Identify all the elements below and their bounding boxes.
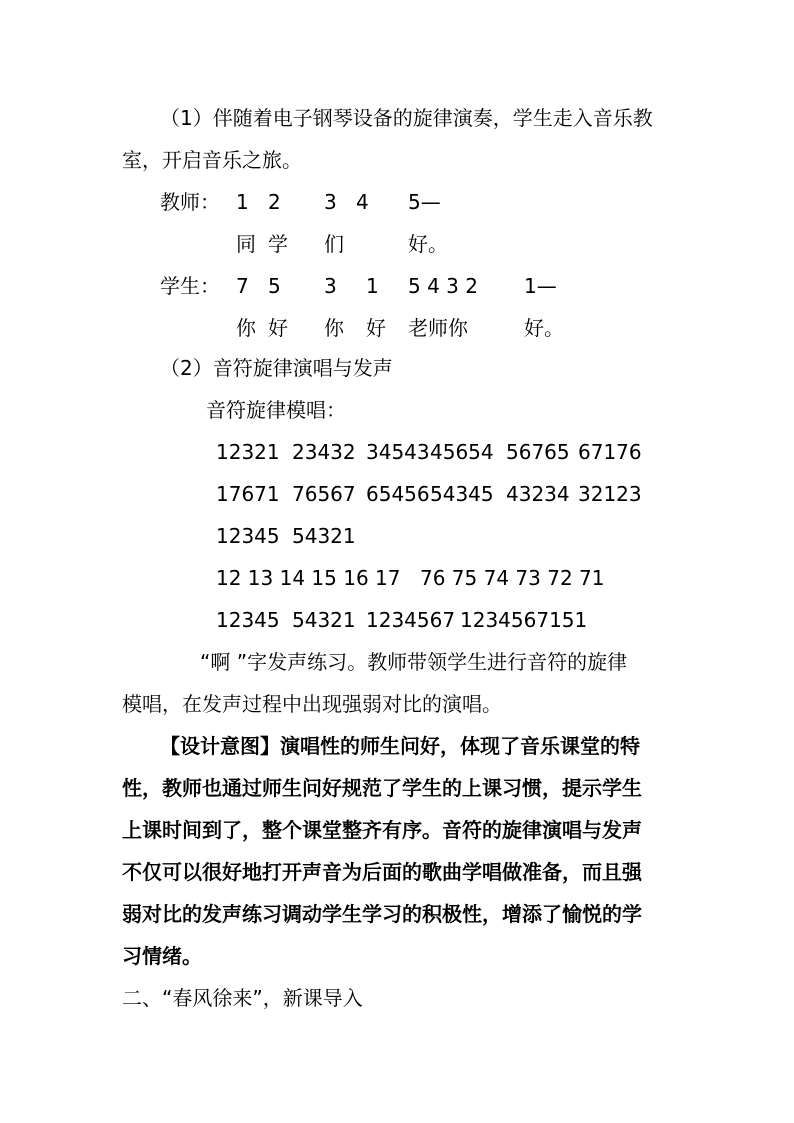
- section-title: 二、“春风徐来”，新课导入: [122, 986, 363, 1010]
- melody-item: 54345: [430, 482, 494, 506]
- melody-item: 65456: [366, 482, 430, 506]
- design-intent-line: 【设计意图】演唱性的师生问好，体现了音乐课堂的特: [160, 734, 640, 758]
- design-intent-line: 弱对比的发声练习调动学生学习的积极性，增添了愉悦的学: [122, 902, 642, 926]
- melody-item: 1234567151: [460, 608, 588, 632]
- melody-item: 76567: [292, 482, 356, 506]
- student-note: 5: [268, 274, 281, 298]
- teacher-note: 2: [268, 190, 281, 214]
- melody-item: 56765: [506, 440, 570, 464]
- teacher-note: 5—: [408, 190, 441, 214]
- melody-item: 54321: [292, 524, 356, 548]
- melody-item: 76 75 74 73 72 71: [420, 566, 605, 590]
- melody-item: 32123: [578, 482, 642, 506]
- teacher-lyric: 们: [324, 232, 344, 256]
- intro-line-1: （1）伴随着电子钢琴设备的旋律演奏，学生走入音乐教: [160, 106, 653, 130]
- student-note: 5 4 3 2: [408, 274, 478, 298]
- student-note: 3: [324, 274, 337, 298]
- melody-item: 45654: [430, 440, 494, 464]
- teacher-note: 1: [236, 190, 249, 214]
- student-lyric: 好: [366, 316, 386, 340]
- melody-item: 17671: [216, 482, 280, 506]
- vocal-practice-line-2: 模唱，在发声过程中出现强弱对比的演唱。: [122, 692, 502, 716]
- student-note: 1—: [524, 274, 557, 298]
- student-lyric: 老师你: [408, 316, 468, 340]
- teacher-label: 教师：: [160, 190, 220, 214]
- melody-item: 43234: [506, 482, 570, 506]
- melody-item: 54321: [292, 608, 356, 632]
- teacher-note: 3: [324, 190, 337, 214]
- melody-item: 34543: [366, 440, 430, 464]
- teacher-note: 4: [356, 190, 369, 214]
- teacher-lyric: 好。: [408, 232, 448, 256]
- melody-item: 12 13 14 15 16 17: [216, 566, 401, 590]
- melody-item: 67176: [578, 440, 642, 464]
- student-note: 7: [236, 274, 249, 298]
- design-intent-line: 性，教师也通过师生问好规范了学生的上课习惯，提示学生: [122, 776, 642, 800]
- melody-item: 23432: [292, 440, 356, 464]
- melody-item: 12345: [216, 524, 280, 548]
- design-intent-line: 习情绪。: [122, 944, 202, 968]
- melody-item: 12345: [216, 608, 280, 632]
- teacher-lyric: 同: [236, 232, 256, 256]
- student-lyric: 你: [324, 316, 344, 340]
- section-heading: （2）音符旋律演唱与发声: [160, 356, 393, 380]
- vocal-practice-line-1: “啊 ”字发声练习。教师带领学生进行音符的旋律: [200, 650, 628, 674]
- melody-item: 1234567: [366, 608, 456, 632]
- student-note: 1: [366, 274, 379, 298]
- student-label: 学生：: [160, 274, 220, 298]
- student-lyric: 你: [236, 316, 256, 340]
- design-intent-line: 上课时间到了，整个课堂整齐有序。音符的旋律演唱与发声: [122, 818, 642, 842]
- design-intent-line: 不仅可以很好地打开声音为后面的歌曲学唱做准备，而且强: [122, 860, 642, 884]
- student-lyric: 好。: [524, 316, 564, 340]
- student-lyric: 好: [268, 316, 288, 340]
- teacher-lyric: 学: [268, 232, 288, 256]
- intro-line-2: 室，开启音乐之旅。: [122, 148, 302, 172]
- melody-item: 12321: [216, 440, 280, 464]
- subheading: 音符旋律模唱：: [206, 398, 346, 422]
